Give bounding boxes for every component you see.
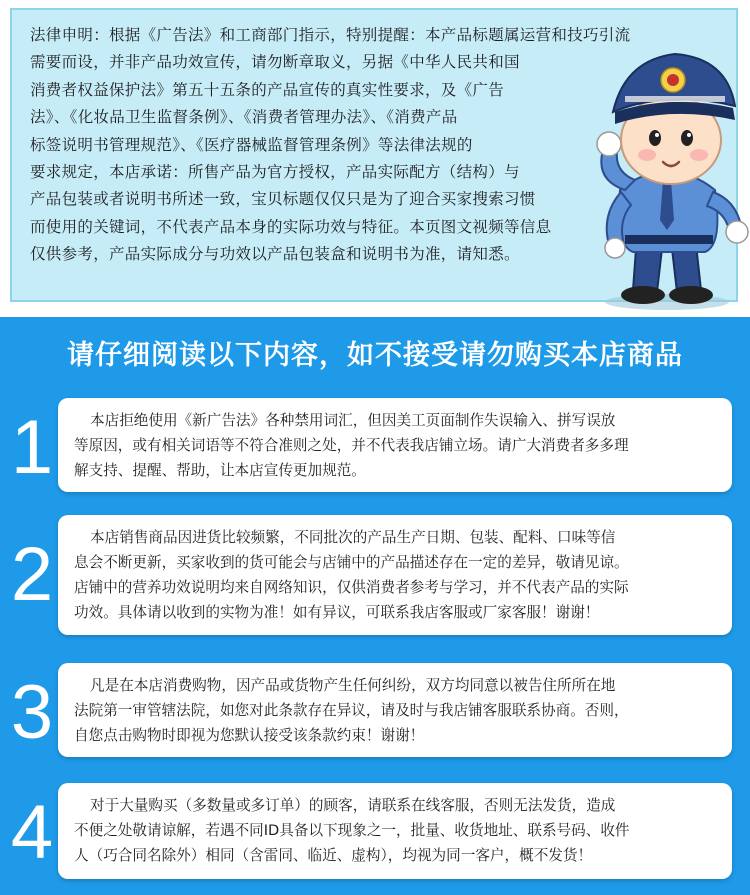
- legal-notice-line: 消费者权益保护法》第五十五条的产品宣传的真实性要求，及《广告: [30, 80, 505, 99]
- page-headline: 请仔细阅读以下内容，如不接受请勿购买本店商品: [67, 340, 683, 371]
- legal-notice-line: 而使用的关键词，不代表产品本身的实际功效与特征。本页图文视频等信息: [30, 217, 552, 236]
- term-number: 1: [10, 405, 54, 490]
- term-card: [58, 663, 732, 757]
- term-line: 等原因，或有相关词语等不符合准则之处，并不代表我店铺立场。请广大消费者多多理: [74, 437, 629, 454]
- legal-notice-line: 法律申明：根据《广告法》和工商部门指示，特别提醒：本产品标题属运营和技巧引流: [30, 26, 631, 44]
- term-line: 解支持、提醒、帮助，让本店宣传更加规范。: [74, 462, 366, 479]
- term-line: 法院第一审管辖法院，如您对此条款存在异议，请及时与我店铺客服联系协商。否则，: [74, 702, 629, 719]
- term-line: 店铺中的营养功效说明均来自网络知识，仅供消费者参考与学习，并不代表产品的实际: [74, 579, 629, 596]
- term-line: 息会不断更新，买家收到的货可能会与店铺中的产品描述存在一定的差异，敬请见谅。: [74, 554, 629, 571]
- term-number: 4: [10, 790, 54, 875]
- term-line: 凡是在本店消费购物，因产品或货物产生任何纠纷，双方均同意以被告住所所在地: [90, 677, 616, 694]
- legal-notice-line: 标签说明书管理规范》、《医疗器械监督管理条例》等法律法规的: [30, 135, 473, 154]
- term-line: 人（巧合同名除外）相同（含雷同、临近、虚构），均视为同一客户，概不发货！: [74, 847, 593, 864]
- legal-notice-line: 法》、《化妆品卫生监督条例》、《消费者管理办法》、《消费产品: [30, 108, 458, 127]
- term-line: 自您点击购物时即视为您默认接受该条款约束！谢谢！: [74, 727, 425, 744]
- term-card: [58, 398, 732, 492]
- term-line: 功效。具体请以收到的实物为准！如有异议，可联系我店客服或厂家客服！谢谢！: [74, 604, 600, 621]
- legal-notice-line: 需要而设，并非产品功效宣传，请勿断章取义，另据《中华人民共和国: [30, 53, 520, 72]
- term-line: 不便之处敬请谅解，若遇不同ID具备以下现象之一，批量、收货地址、联系号码、收件: [74, 822, 630, 839]
- term-line: 本店拒绝使用《新广告法》各种禁用词汇，但因美工页面制作失误输入、拼写误放: [90, 412, 616, 429]
- term-number: 2: [10, 532, 54, 617]
- term-card: [58, 515, 732, 635]
- police-officer-saluting-icon: [575, 40, 750, 315]
- legal-notice-line: 产品包装或者说明书所述一致，宝贝标题仅仅只是为了迎合买家搜索习惯: [30, 190, 536, 209]
- legal-notice-line: 仅供参考，产品实际成分与功效以产品包装盒和说明书为准，请知悉。: [30, 245, 520, 264]
- legal-notice-section: [0, 0, 750, 317]
- term-line: 对于大量购买（多数量或多订单）的顾客，请联系在线客服，否则无法发货，造成: [90, 797, 616, 814]
- term-number: 3: [10, 670, 54, 755]
- term-card: [58, 783, 732, 879]
- legal-notice-text: [30, 22, 631, 269]
- legal-notice-line: 要求规定，本店承诺：所售产品为官方授权，产品实际配方（结构）与: [30, 163, 520, 182]
- term-line: 本店销售商品因进货比较频繁，不同批次的产品生产日期、包装、配料、口味等信: [90, 529, 616, 546]
